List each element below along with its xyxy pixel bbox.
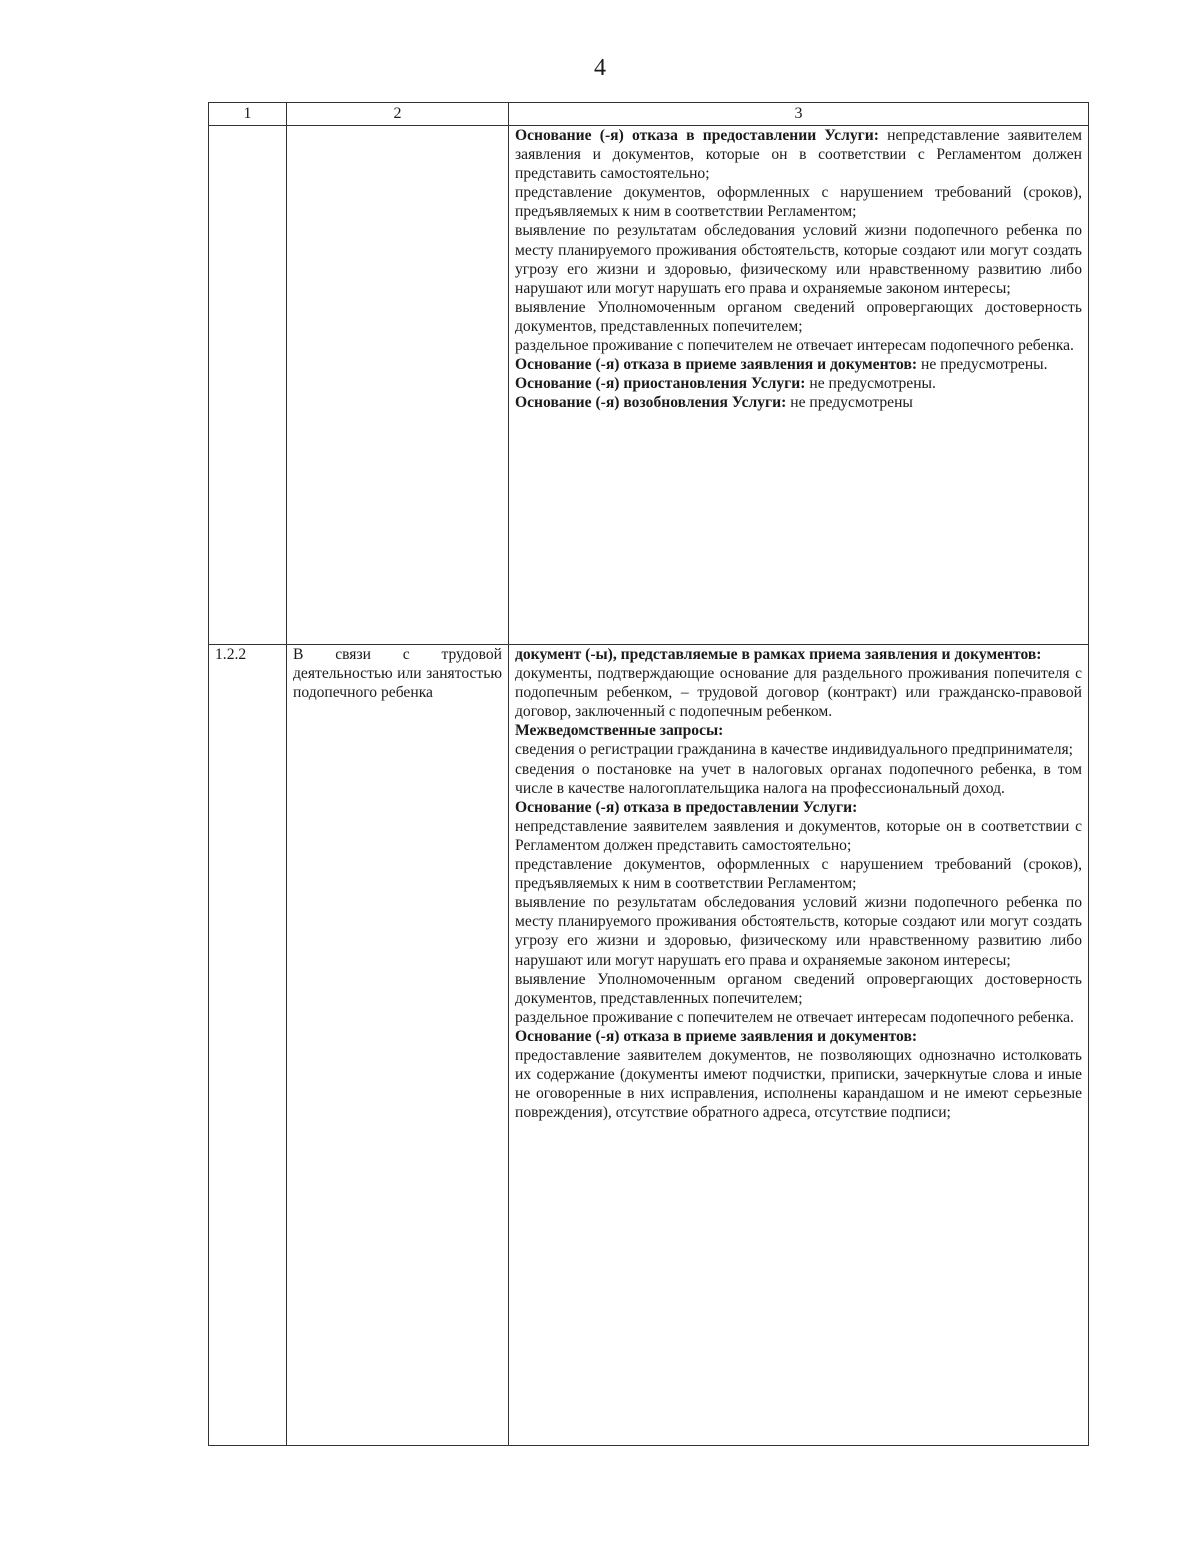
row-title <box>287 126 509 645</box>
paragraph-heading: Основание (-я) приостановления Услуги: <box>515 375 806 393</box>
paragraph-text: выявление Уполномоченным органом сведений опровергающих достоверность документов, представленных попечителем; <box>515 970 1082 1007</box>
details-paragraph <box>515 664 1082 721</box>
details-paragraph <box>515 645 1082 664</box>
details-paragraph <box>515 336 1082 355</box>
row-details <box>509 645 1089 1446</box>
paragraph-text: не предусмотрены. <box>917 356 1048 374</box>
details-paragraph <box>515 721 1082 740</box>
paragraph-text: выявление по результатам обследования условий жизни подопечного ребенка по месту планируемого проживания обстоятельств, которые создают или могут создать угрозу его жизни и здоровью, физическому или нравственному развитию либо нарушают или могут нарушать его права и охраняемые законом интересы; <box>515 222 1082 297</box>
details-paragraph <box>515 1046 1082 1122</box>
column-header-2: 2 <box>287 103 509 126</box>
details-paragraph <box>515 893 1082 969</box>
paragraph-text: выявление Уполномоченным органом сведений опровергающих достоверность документов, представленных попечителем; <box>515 298 1082 335</box>
paragraph-heading: Межведомственные запросы: <box>515 722 724 740</box>
paragraph-heading: Основание (-я) отказа в предоставлении Услуги: <box>515 798 858 816</box>
table-header-row <box>209 103 1089 126</box>
row-title: В связи с трудовой деятельностью или занятостью подопечного ребенка <box>287 645 509 1446</box>
details-paragraph <box>515 183 1082 221</box>
paragraph-text: сведения о регистрации гражданина в качестве индивидуального предпринимателя; <box>515 741 1074 759</box>
details-paragraph <box>515 126 1082 183</box>
paragraph-heading: Основание (-я) возобновления Услуги: <box>515 394 787 412</box>
column-header-3: 3 <box>509 103 1089 126</box>
paragraph-heading: Основание (-я) отказа в приеме заявления и документов: <box>515 356 918 374</box>
paragraph-text: не предусмотрены. <box>805 375 936 393</box>
paragraph-text: раздельное проживание с попечителем не отвечает интересам подопечного ребенка. <box>515 337 1074 355</box>
paragraph-heading: Основание (-я) отказа в предоставлении Услуги: <box>515 127 879 144</box>
details-paragraph <box>515 970 1082 1008</box>
services-table <box>208 102 1089 1446</box>
paragraph-text: предоставление заявителем документов, не позволяющих однозначно истолковать их содержание (документы имеют подчистки, приписки, зачеркнутые слова и иные не оговоренные в них исправления, исполнены карандашом и не имеют серьезные повреждения), отсутствие обратного адреса, отсутствие подписи; <box>515 1046 1082 1122</box>
details-paragraph <box>515 221 1082 297</box>
details-paragraph <box>515 355 1082 374</box>
page-number: 4 <box>594 55 606 81</box>
details-paragraph <box>515 393 1082 412</box>
details-paragraph <box>515 374 1082 393</box>
table-row <box>209 126 1089 645</box>
row-details <box>509 126 1089 645</box>
details-paragraph <box>515 1027 1082 1046</box>
paragraph-heading: Основание (-я) отказа в приеме заявления и документов: <box>515 1027 918 1045</box>
paragraph-text: непредставление заявителем заявления и документов, которые он в соответствии с Регламентом должен представить самостоятельно; <box>515 127 1082 183</box>
details-paragraph <box>515 798 1082 817</box>
row-number: 1.2.2 <box>209 645 287 1446</box>
column-header-1: 1 <box>209 103 287 126</box>
paragraph-text: непредставление заявителем заявления и документов, которые он в соответствии с Регламентом должен представить самостоятельно; <box>515 817 1082 854</box>
details-paragraph <box>515 1008 1082 1027</box>
details-paragraph <box>515 760 1082 798</box>
paragraph-text: сведения о постановке на учет в налоговых органах подопечного ребенка, в том числе в качестве налогоплательщика налога на профессиональный доход. <box>515 760 1082 797</box>
row-number <box>209 126 287 645</box>
details-paragraph <box>515 817 1082 855</box>
paragraph-text: не предусмотрены <box>786 394 913 412</box>
paragraph-heading: документ (-ы), представляемые в рамках приема заявления и документов: <box>515 646 1042 663</box>
paragraph-text: выявление по результатам обследования условий жизни подопечного ребенка по месту планируемого проживания обстоятельств, которые создают или могут создать угрозу его жизни и здоровью, физическому или нравственному развитию либо нарушают или могут нарушать его права и охраняемые законом интересы; <box>515 894 1082 969</box>
details-paragraph <box>515 740 1082 759</box>
paragraph-text: документы, подтверждающие основание для раздельного проживания попечителя с подопечным ребенком, – трудовой договор (контракт) или гражданско-правовой договор, заключенный с подопечным ребенком. <box>515 665 1082 721</box>
table-row <box>209 645 1089 1446</box>
paragraph-text: представление документов, оформленных с нарушением требований (сроков), предъявляемых к ним в соответствии Регламентом; <box>515 184 1082 221</box>
details-paragraph <box>515 298 1082 336</box>
paragraph-text: представление документов, оформленных с нарушением требований (сроков), предъявляемых к ним в соответствии Регламентом; <box>515 856 1082 893</box>
paragraph-text: раздельное проживание с попечителем не отвечает интересам подопечного ребенка. <box>515 1008 1074 1026</box>
details-paragraph <box>515 855 1082 893</box>
